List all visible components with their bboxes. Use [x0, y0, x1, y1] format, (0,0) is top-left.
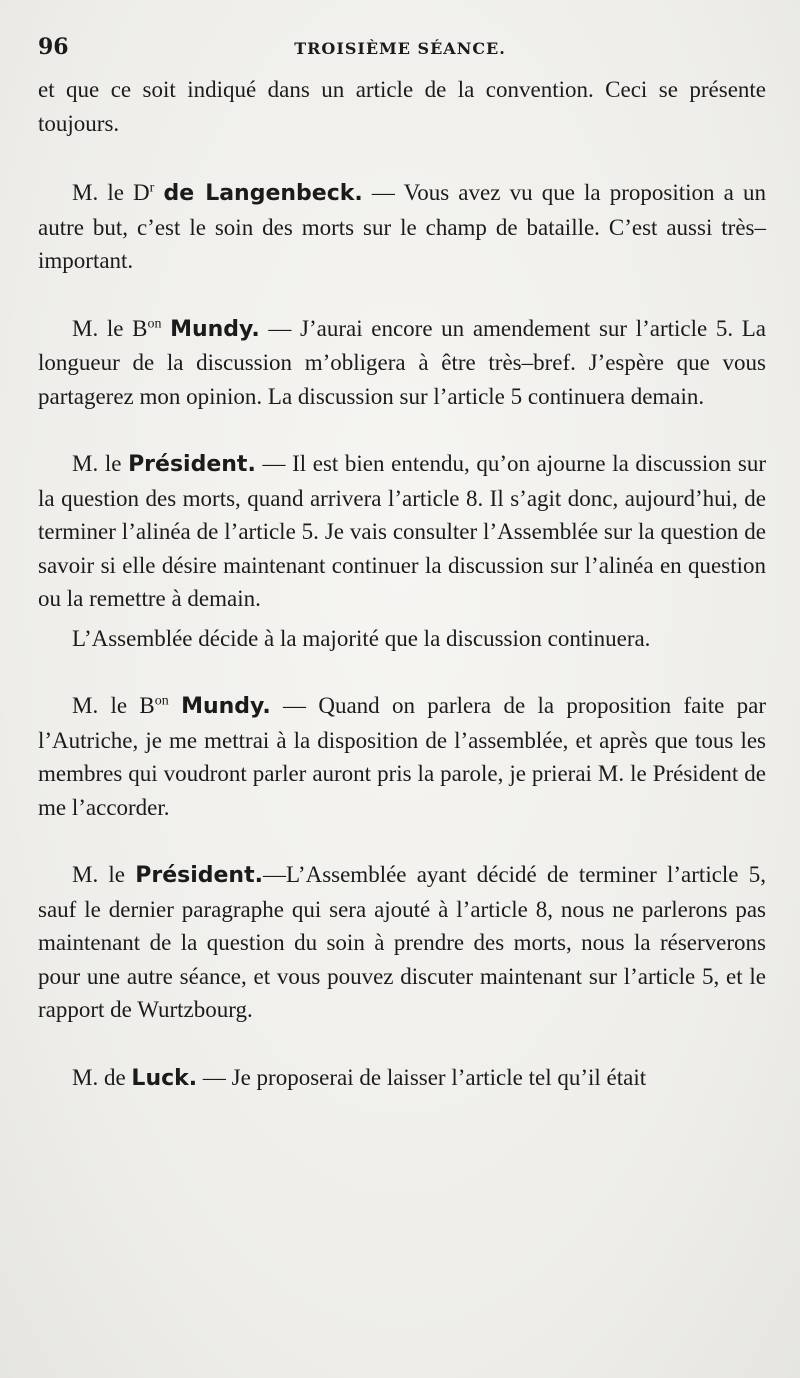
page-number: 96 [38, 34, 69, 60]
paragraph-text: —L’Assemblée ayant décidé de terminer l’article 5, sauf le dernier paragraphe qui sera ajouté à l’article 8, nous ne parlerons pas maintenant de la question du soin à prendre des morts, nous la réserverons pour une autre séance, et vous pouvez discuter maintenant sur l’article 5, et le rapport de Wurtzbourg. [38, 862, 766, 1022]
speaker-name: Luck. [131, 1065, 198, 1091]
speaker-prefix: M. le [72, 862, 136, 887]
paragraph-text: — Quand on parlera de la proposition faite par l’Autriche, je me mettrai à la disposition de l’assemblée, et après que tous les membres qui voudront parler auront pris la parole, je prierai M. le Président de me l’accorder. [38, 693, 766, 820]
assembly-decision [38, 622, 766, 656]
speaker-name: Président. [128, 452, 256, 477]
paragraph-text: — Il est bien entendu, qu’on ajourne la discussion sur la question des morts, quand arrivera l’article 8. Il s’agit donc, aujourd’hui, de terminer l’alinéa de l’article 5. Je vais consulter l’Assemblée sur la question de savoir si elle désire maintenant continuer la discussion sur l’alinéa en question ou la remettre à demain. [38, 451, 766, 611]
speaker-prefix: M. le B [72, 693, 155, 718]
page-header [38, 34, 762, 62]
speech-mundy-1 [38, 312, 766, 414]
paragraph-text: — Vous avez vu que la proposition a un autre but, c’est le soin des morts sur le champ de bataille. C’est aussi très–important. [38, 180, 766, 273]
speech-langenbeck [38, 176, 766, 278]
speaker-title-superscript: r [149, 180, 155, 196]
speech-mundy-2 [38, 689, 766, 824]
page-body [38, 73, 766, 1095]
speaker-name: Mundy. [170, 316, 260, 342]
speaker-title-superscript: on [147, 315, 162, 331]
speech-president-1 [38, 447, 766, 616]
speaker-name: de Langenbeck. [163, 181, 363, 206]
running-head: TROISIÈME SÉANCE. [294, 39, 506, 58]
speaker-name: Président. [135, 863, 263, 888]
speaker-name: Mundy. [181, 694, 271, 719]
paragraph-text: — J’aurai encore un amendement sur l’article 5. La longueur de la discussion m’obligera à être très–bref. J’espère que vous partagerez mon opinion. La discussion sur l’article 5 continuera demain. [38, 315, 767, 409]
speech-luck [38, 1061, 766, 1096]
paragraph-continuation [38, 73, 766, 140]
speaker-title-superscript: on [154, 693, 169, 709]
paragraph-text: et que ce soit indiqué dans un article de la convention. Ceci se présente toujours. [38, 77, 766, 136]
speaker-prefix: M. le B [72, 315, 148, 341]
speaker-prefix: M. de [72, 1064, 132, 1090]
paragraph-text: L’Assemblée décide à la majorité que la discussion continuera. [72, 625, 651, 651]
speech-president-2 [38, 858, 766, 1027]
speaker-prefix: M. le [72, 451, 129, 476]
paragraph-text: — Je proposerai de laisser l’article tel qu’il était [197, 1064, 647, 1090]
speaker-prefix: M. le D [72, 180, 150, 205]
